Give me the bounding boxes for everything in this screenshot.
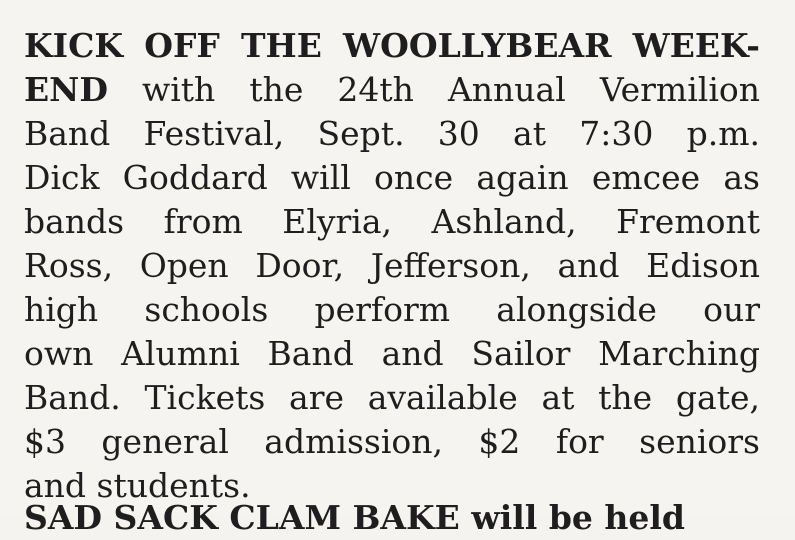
headline-line (24, 24, 760, 68)
article-line-6: high schools perform alongside our (24, 290, 760, 329)
article-line-7: own Alumni Band and Sailor Marching (24, 334, 760, 373)
next-article-headline: SAD SACK CLAM BAKE will be held (24, 498, 685, 537)
headline-continuation: END (24, 70, 108, 109)
article-line-2: Band Festival, Sept. 30 at 7:30 p.m. (24, 114, 760, 153)
headline-text: KICK OFF THE WOOLLYBEAR WEEK- (24, 26, 760, 65)
article-line-5: Ross, Open Door, Jefferson, and Edison (24, 246, 760, 285)
article-line-1 (24, 68, 760, 112)
article-line-8: Band. Tickets are available at the gate, (24, 378, 760, 417)
body-text-1: with the 24th Annual Vermilion (141, 70, 760, 109)
article-line-10: and students. (24, 466, 251, 505)
article-line-9: $3 general admission, $2 for seniors (24, 422, 760, 461)
next-article-cut (24, 496, 784, 537)
article-column (24, 24, 760, 508)
article-line-4: bands from Elyria, Ashland, Fremont (24, 202, 760, 241)
article-line-3: Dick Goddard will once again emcee as (24, 158, 760, 197)
